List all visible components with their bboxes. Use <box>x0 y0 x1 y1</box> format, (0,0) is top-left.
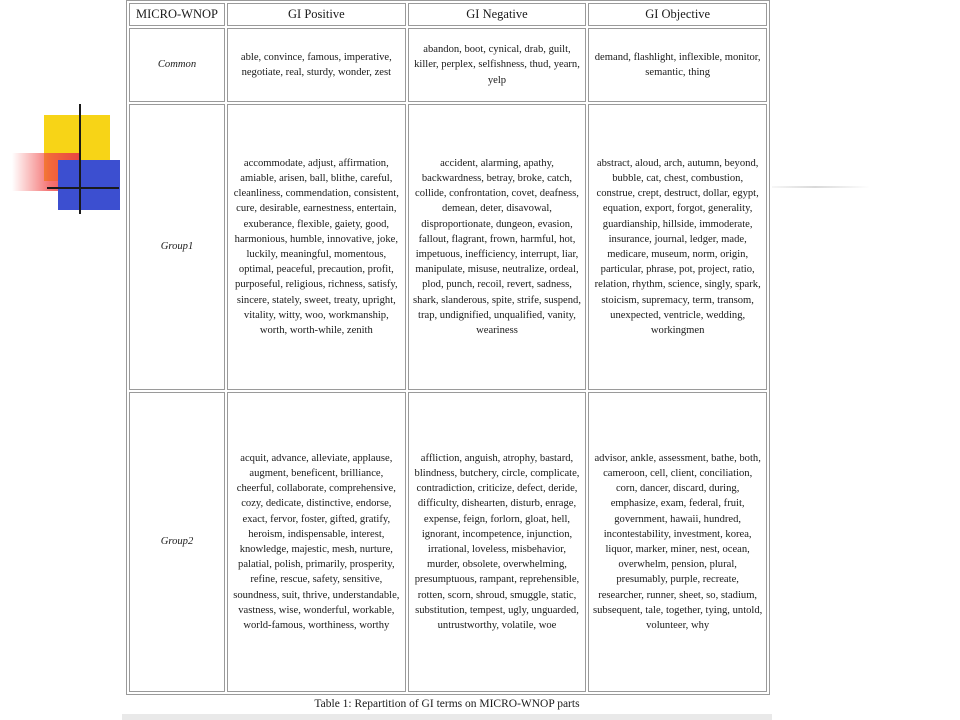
cell-group2-positive: acquit, advance, alleviate, applause, augment, beneficent, brilliance, cheerful, collaborate, comprehensive, cozy, dedicate, distinctive, endorse, exact, fervor, foster, gifted, gratify, heroism, indispensable, interest, knowledge, majestic, mesh, nurture, palatial, polish, primarily, prosperity, refine, rescue, safety, sensitive, soundness, suit, thrive, understandable, vastness, wise, wonderful, workable, world-famous, worthiness, worthy <box>227 392 406 692</box>
row-label-common: Common <box>129 28 225 102</box>
slide-decoration-fade-line <box>760 186 870 188</box>
row-label-group1: Group1 <box>129 104 225 390</box>
table-image <box>122 0 772 720</box>
column-header-micro-wnop: MICRO-WNOP <box>129 3 225 26</box>
cell-group1-objective: abstract, aloud, arch, autumn, beyond, bubble, cat, chest, combustion, construe, crept, destruct, dollar, egypt, equation, export, forgot, generality, guardianship, hillside, immoderate, insurance, journal, ledger, made, medicare, museum, norm, origin, particular, phrase, pot, project, ratio, relation, rhythm, science, singly, spark, stoicism, supremacy, term, transom, unexpected, ventricle, wedding, workingmen <box>588 104 767 390</box>
table-row-common <box>129 28 767 102</box>
column-header-gi-objective: GI Objective <box>588 3 767 26</box>
slide-decoration-horizontal-line <box>47 187 119 189</box>
slide-decoration-blue-square <box>58 160 120 210</box>
cell-group1-negative: accident, alarming, apathy, backwardness, betray, broke, catch, collide, confrontation, covet, deafness, demean, deter, disavowal, disproportionate, dungeon, evasion, fallout, flagrant, frown, harmful, hot, impetuous, inefficiency, interrupt, liar, manipulate, misuse, neutralize, ordeal, plod, punch, recoil, revert, sadness, shark, slanderous, spite, strife, suspend, trap, undignified, unqualified, vanity, weariness <box>408 104 587 390</box>
image-bottom-border <box>122 714 772 720</box>
table-row-group1 <box>129 104 767 390</box>
cell-common-objective: demand, flashlight, inflexible, monitor, semantic, thing <box>588 28 767 102</box>
row-label-group2: Group2 <box>129 392 225 692</box>
column-header-gi-positive: GI Positive <box>227 3 406 26</box>
table-caption: Table 1: Repartition of GI terms on MICRO-WNOP parts <box>314 698 580 710</box>
table-header-row <box>129 3 767 26</box>
cell-common-positive: able, convince, famous, imperative, negotiate, real, sturdy, wonder, zest <box>227 28 406 102</box>
column-header-gi-negative: GI Negative <box>408 3 587 26</box>
cell-common-negative: abandon, boot, cynical, drab, guilt, killer, perplex, selfishness, thud, yearn, yelp <box>408 28 587 102</box>
slide-decoration-vertical-line <box>79 104 81 214</box>
gi-terms-table <box>126 0 770 695</box>
cell-group1-positive: accommodate, adjust, affirmation, amiable, arisen, ball, blithe, careful, cleanliness, commendation, consistent, cure, desirable, earnestness, entertain, exuberance, flexible, gaiety, good, harmonious, humble, innovative, joke, luckily, meaningful, momentous, optimal, peaceful, precaution, profit, purposeful, religious, richness, satisfy, sincere, stately, sweet, treaty, upright, vitality, witty, woo, workmanship, worth, worth-while, zenith <box>227 104 406 390</box>
table-row-group2 <box>129 392 767 692</box>
cell-group2-objective: advisor, ankle, assessment, bathe, both, cameroon, cell, client, conciliation, corn, dancer, discard, during, emphasize, exam, federal, fruit, government, hawaii, hundred, incontestability, investment, korea, liquor, marker, miner, nest, ocean, overwhelm, pension, plural, presumably, purple, recreate, researcher, runner, sheet, so, stadium, subsequent, tale, together, tying, untold, volunteer, why <box>588 392 767 692</box>
cell-group2-negative: affliction, anguish, atrophy, bastard, blindness, butchery, circle, complicate, contradiction, criticize, defect, deride, difficulty, dishearten, disturb, enrage, expense, feign, forlorn, gloat, hell, ignorant, incompetence, injunction, irrational, loveless, misbehavior, murder, obsolete, overwhelming, presumptuous, rampant, reprehensible, rotten, scorn, shroud, smuggle, static, substitution, tempest, ugly, unguarded, untrustworthy, volatile, woe <box>408 392 587 692</box>
